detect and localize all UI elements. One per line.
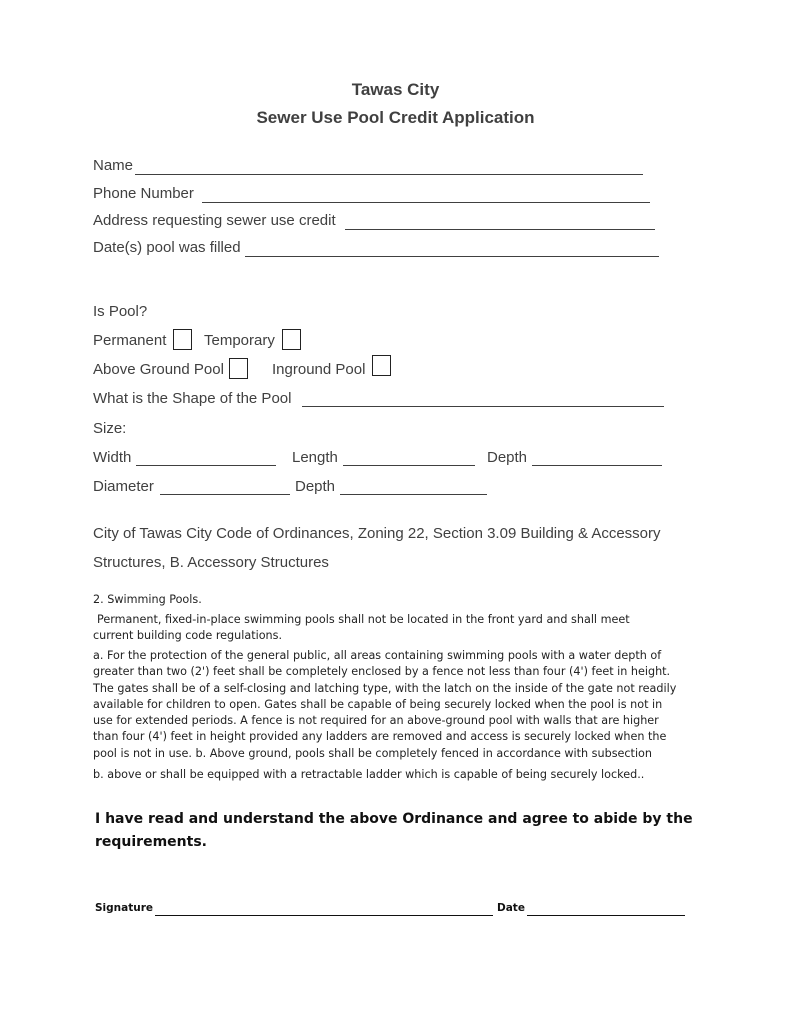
ordinance-p1-line1: Permanent, fixed-in-place swimming pools shall not be located in the front yard and shall meet: [97, 613, 630, 626]
signature-label: Signature: [95, 902, 154, 914]
address-field[interactable]: [345, 229, 655, 230]
name-field[interactable]: [135, 174, 643, 175]
above-ground-checkbox[interactable]: [229, 358, 248, 379]
ordinance-p1-line2: current building code regulations.: [93, 629, 283, 642]
city-title: Tawas City: [351, 80, 440, 99]
ordinance-reference-line1: City of Tawas City Code of Ordinances, Zoning 22, Section 3.09 Building & Accessory: [93, 525, 661, 542]
depth2-label: Depth: [295, 478, 336, 495]
permanent-checkbox[interactable]: [173, 329, 192, 350]
address-label: Address requesting sewer use credit: [93, 212, 336, 229]
form-title: Sewer Use Pool Credit Application: [256, 108, 535, 127]
depth-label: Depth: [487, 449, 528, 466]
shape-field[interactable]: [302, 406, 664, 407]
ordinance-pa-line: pool is not in use. b. Above ground, pools shall be completely fenced in accordance with subsection: [93, 747, 652, 760]
date-field[interactable]: [527, 915, 685, 916]
ordinance-reference-line2: Structures, B. Accessory Structures: [93, 554, 329, 571]
dates-filled-field[interactable]: [245, 256, 659, 257]
temporary-checkbox[interactable]: [282, 329, 301, 350]
permanent-label: Permanent: [93, 332, 167, 349]
ordinance-pa-line: than four (4') feet in height provided any ladders are removed and access is securely locked when the: [93, 730, 667, 743]
phone-label: Phone Number: [93, 185, 194, 202]
phone-field[interactable]: [202, 202, 650, 203]
length-field[interactable]: [343, 465, 475, 466]
diameter-label: Diameter: [93, 478, 154, 495]
diameter-field[interactable]: [160, 494, 290, 495]
temporary-label: Temporary: [204, 332, 275, 349]
length-label: Length: [292, 449, 338, 466]
date-label: Date: [497, 902, 525, 914]
agreement-line2: requirements.: [95, 834, 207, 850]
shape-label: What is the Shape of the Pool: [93, 390, 292, 407]
ordinance-heading: 2. Swimming Pools.: [93, 593, 202, 606]
signature-field[interactable]: [155, 915, 493, 916]
depth-field[interactable]: [532, 465, 662, 466]
ordinance-pa-line: use for extended periods. A fence is not required for an above-ground pool with walls that are higher: [93, 714, 659, 727]
ordinance-pa-line: The gates shall be of a self-closing and latching type, with the latch on the inside of the gate not readily: [93, 682, 677, 695]
above-ground-label: Above Ground Pool: [93, 361, 224, 378]
ordinance-pa-line: available for children to open. Gates shall be capable of being securely locked when the pool is not in: [93, 698, 663, 711]
width-label: Width: [93, 449, 132, 466]
size-label: Size:: [93, 420, 127, 437]
agreement-line1: I have read and understand the above Ordinance and agree to abide by the: [95, 811, 693, 827]
pool-question: Is Pool?: [93, 303, 148, 320]
depth2-field[interactable]: [340, 494, 487, 495]
dates-filled-label: Date(s) pool was filled: [93, 239, 241, 256]
name-label: Name: [93, 157, 134, 174]
width-field[interactable]: [136, 465, 276, 466]
ordinance-pa-line: greater than two (2') feet shall be completely enclosed by a fence not less than four (4') feet in height.: [93, 665, 671, 678]
inground-label: Inground Pool: [272, 361, 366, 378]
ordinance-pa-line: a. For the protection of the general public, all areas containing swimming pools with a water depth of: [93, 649, 662, 662]
inground-checkbox[interactable]: [372, 355, 391, 376]
ordinance-pa-line: b. above or shall be equipped with a retractable ladder which is capable of being securely locked..: [93, 768, 645, 781]
